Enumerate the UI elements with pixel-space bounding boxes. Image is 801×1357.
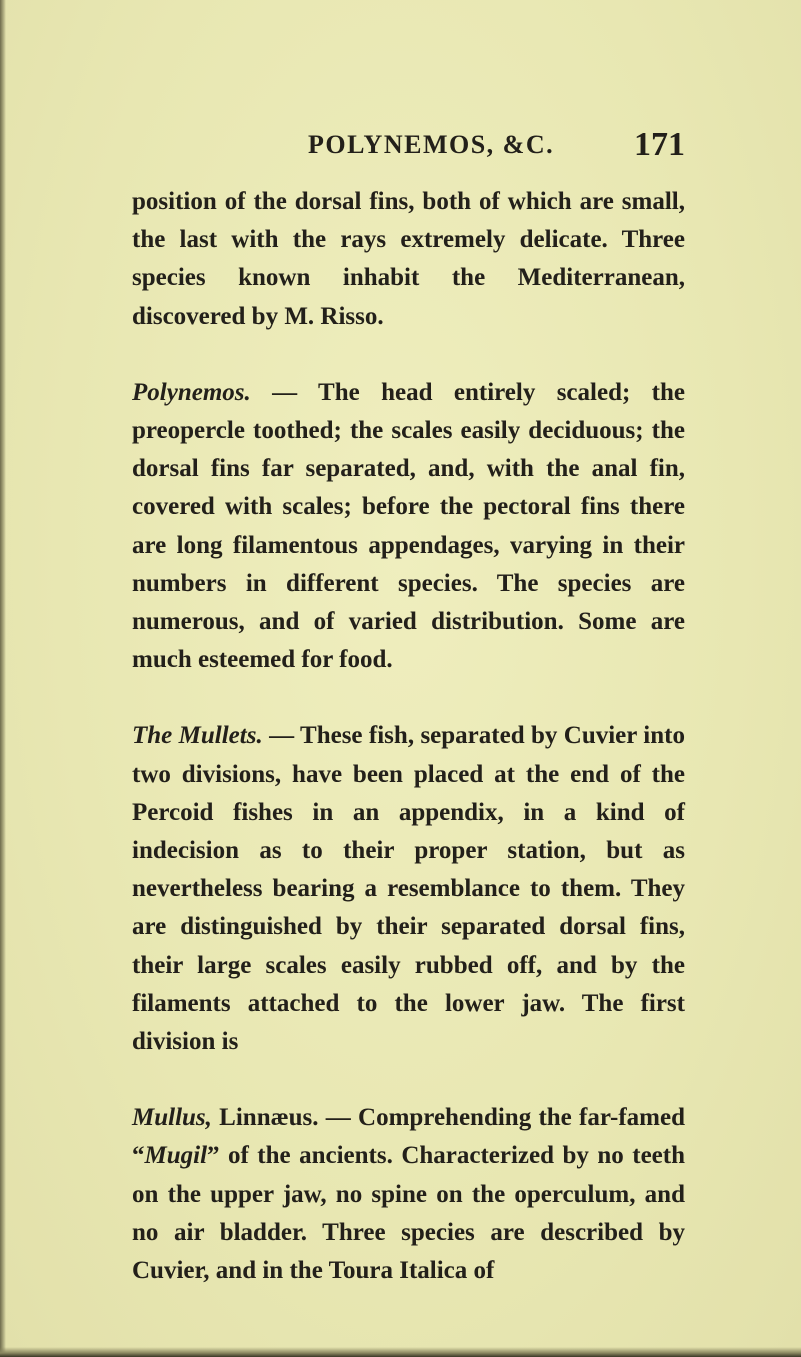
paragraph-text: — The head entirely scaled; the preopercle toothed; the scales easily deciduous; the dorsal fins far separated, and, with the anal fin, covered with scales; before the pectoral fins there are long filamentous appendages, varying in their numbers in different species. The species are numerous, and of varied distribution. Some are much esteemed for food. bbox=[132, 378, 685, 674]
paragraph-text: ” of the ancients. Characterized by no teeth on the upper jaw, no spine on the operculum, and no air bladder. Three species are described by Cuvier, and in the Toura Italica of bbox=[132, 1142, 685, 1285]
body-text bbox=[132, 183, 685, 1290]
paragraph-continuation bbox=[132, 183, 685, 336]
section-heading: The Mullets. bbox=[132, 722, 263, 750]
page-number: 171 bbox=[634, 126, 685, 163]
paragraph-text: — These fish, separated by Cuvier into two divisions, have been placed at the end of the Percoid fishes in an appendix, in a kind of indecision as to their proper station, but as nevertheless bearing a resemblance to them. They are distinguished by their separated dorsal fins, their large scales easily rubbed off, and by the filaments attached to the lower jaw. The first division is bbox=[132, 722, 685, 1056]
page-header bbox=[132, 126, 685, 170]
italic-term: Mugil bbox=[144, 1142, 208, 1170]
paragraph-text: Linnæus. — Comprehending the far-famed “ bbox=[132, 1104, 685, 1170]
genus-heading: Polynemos. bbox=[132, 378, 251, 406]
genus-heading: Mullus, bbox=[132, 1104, 212, 1132]
paragraph-polynemos bbox=[132, 374, 685, 680]
paragraph-mullets bbox=[132, 717, 685, 1061]
page-bottom-edge bbox=[0, 1347, 801, 1357]
paragraph-text: position of the dorsal fins, both of which are small, the last with the rays extremely delicate. Three species known inhabit the Mediterranean, discovered by M. Risso. bbox=[132, 188, 685, 330]
running-head: POLYNEMOS, &C. bbox=[308, 130, 555, 159]
page-left-edge bbox=[0, 0, 6, 1357]
paragraph-mullus bbox=[132, 1099, 685, 1290]
